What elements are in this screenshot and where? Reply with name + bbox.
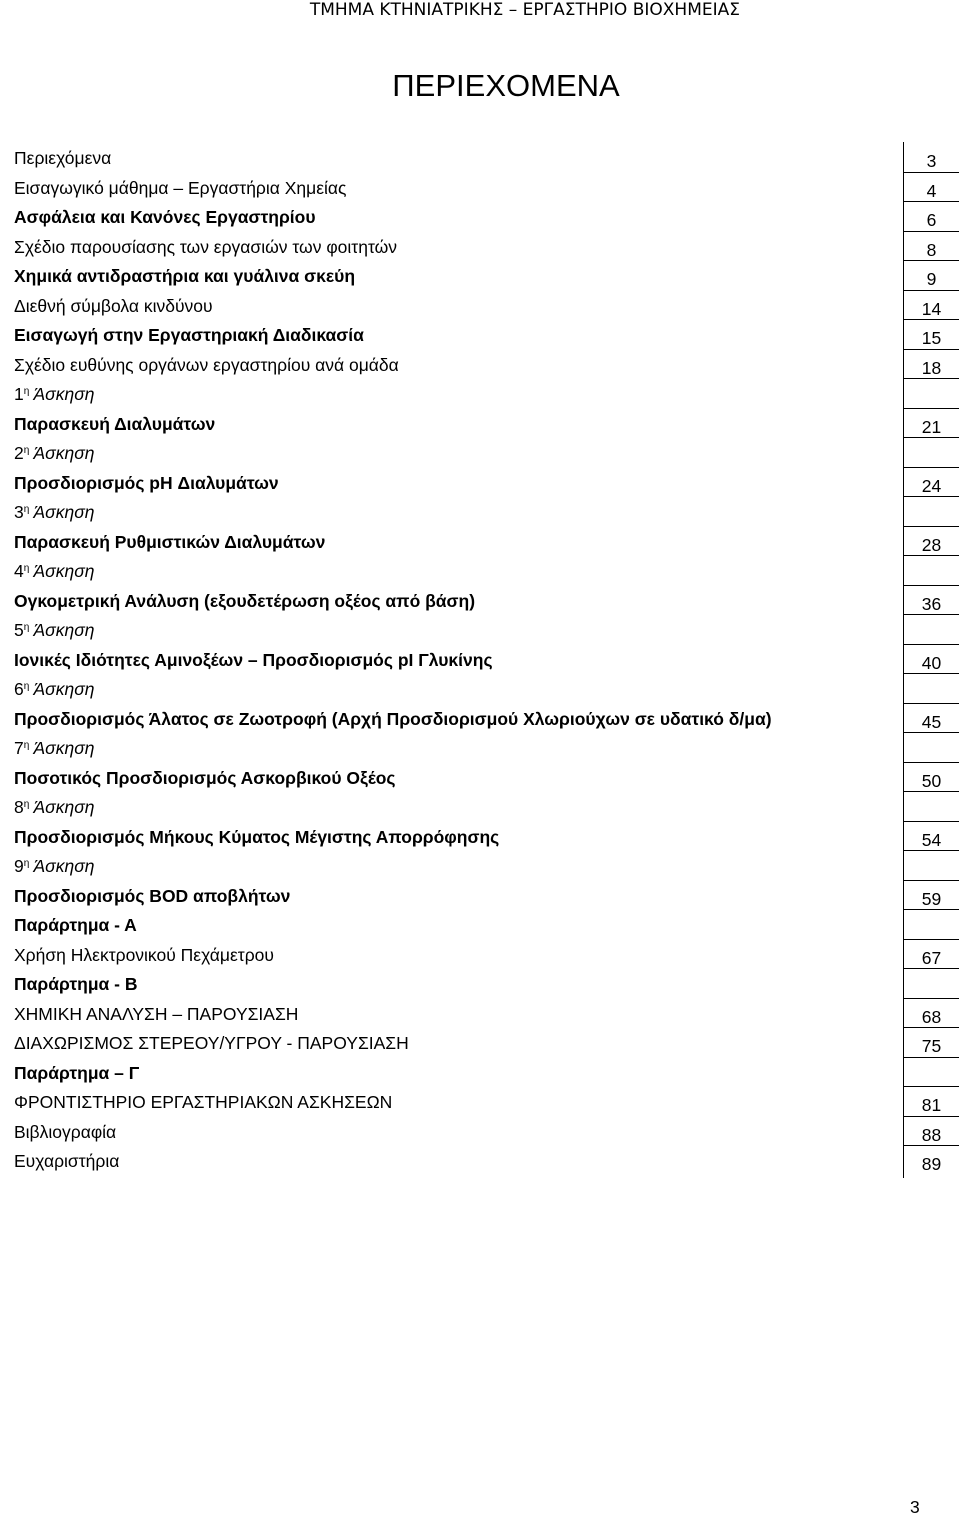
page-column-row-rule bbox=[903, 732, 959, 733]
toc-entry-title: Ογκομετρική Ανάλυση (εξουδετέρωση οξέος από βάση) bbox=[14, 590, 476, 611]
toc-entry-page: 67 bbox=[921, 947, 942, 968]
toc-entry-page: 6 bbox=[926, 210, 937, 230]
exercise-ordinal-suffix: η bbox=[23, 858, 30, 869]
toc-entry-title: ΔΙΑΧΩΡΙΣΜΟΣ ΣΤΕΡΕΟΥ/ΥΓΡΟΥ - ΠΑΡΟΥΣΙΑΣΗ bbox=[14, 1033, 409, 1053]
toc-entry bbox=[12, 585, 959, 615]
toc-entry-title: Εισαγωγικό μάθημα – Εργαστήρια Χημείας bbox=[14, 177, 347, 198]
page-column-row-rule bbox=[903, 703, 959, 704]
toc-entry-page: 54 bbox=[921, 829, 942, 850]
exercise-number: 1 bbox=[14, 384, 24, 404]
toc-entry bbox=[12, 968, 959, 998]
toc-entry bbox=[12, 142, 959, 172]
toc-entry-page: 4 bbox=[926, 180, 937, 201]
exercise-ordinal-suffix: η bbox=[23, 740, 30, 751]
page-column-row-rule bbox=[903, 172, 959, 173]
toc-entry-title bbox=[14, 797, 94, 817]
page-column-row-rule bbox=[903, 1086, 959, 1087]
toc-entry-page: 45 bbox=[921, 711, 942, 732]
toc-entry bbox=[12, 703, 959, 733]
toc-entry-page: 36 bbox=[921, 593, 942, 614]
toc-entry-page: 14 bbox=[921, 298, 942, 319]
toc-exercise-heading bbox=[12, 378, 959, 408]
toc-entry bbox=[12, 172, 959, 202]
toc-entry-page: 40 bbox=[921, 652, 942, 673]
exercise-ordinal-suffix: η bbox=[23, 504, 30, 515]
toc-exercise-heading bbox=[12, 496, 959, 526]
page-column-row-rule bbox=[903, 644, 959, 645]
toc-entry-title: Προσδιορισμός Μήκους Κύματος Μέγιστης Απορρόφησης bbox=[14, 826, 500, 847]
page-column-row-rule bbox=[903, 319, 959, 320]
toc-entry bbox=[12, 644, 959, 674]
toc-entry-title: Παράρτημα – Γ bbox=[14, 1062, 140, 1083]
toc-entry-page: 24 bbox=[921, 475, 942, 496]
exercise-word: Άσκηση bbox=[29, 502, 95, 522]
page-column-row-rule bbox=[903, 1145, 959, 1146]
toc-entry-title: ΦΡΟΝΤΙΣΤΗΡΙΟ ΕΡΓΑΣΤΗΡΙΑΚΩΝ ΑΣΚΗΣΕΩΝ bbox=[14, 1092, 393, 1112]
toc-entry bbox=[12, 1057, 959, 1087]
toc-entry-title bbox=[14, 561, 94, 581]
exercise-word: Άσκηση bbox=[29, 738, 95, 758]
toc-entry bbox=[12, 1145, 959, 1175]
toc-entry-title: Χημικά αντιδραστήρια και γυάλινα σκεύη bbox=[14, 266, 356, 286]
toc-entry-title: Παράρτημα - Α bbox=[14, 915, 137, 935]
exercise-word: Άσκηση bbox=[29, 561, 95, 581]
toc-entry bbox=[12, 408, 959, 438]
page-column-row-rule bbox=[903, 850, 959, 851]
exercise-word: Άσκηση bbox=[29, 797, 95, 817]
exercise-number: 7 bbox=[14, 738, 24, 758]
exercise-number: 2 bbox=[14, 443, 24, 463]
toc-entry-page: 21 bbox=[921, 416, 942, 437]
page-column-row-rule bbox=[903, 231, 959, 232]
toc-exercise-heading bbox=[12, 850, 959, 880]
page-column-row-rule bbox=[903, 585, 959, 586]
toc-entry-title: Βιβλιογραφία bbox=[14, 1121, 117, 1142]
exercise-ordinal-suffix: η bbox=[23, 445, 30, 456]
exercise-word: Άσκηση bbox=[29, 384, 95, 404]
toc-entry-title: Ασφάλεια και Κανόνες Εργαστηρίου bbox=[14, 207, 316, 227]
toc-entry bbox=[12, 467, 959, 497]
running-header: ΤΜΗΜΑ ΚΤΗΝΙΑΤΡΙΚΗΣ – ΕΡΓΑΣΤΗΡΙΟ ΒΙΟΧΗΜΕΙΑΣ bbox=[309, 0, 740, 20]
toc-entry-page: 68 bbox=[921, 1006, 942, 1027]
exercise-number: 6 bbox=[14, 679, 24, 699]
toc-entry-title: Παρασκευή Διαλυμάτων bbox=[14, 413, 216, 434]
page-column-row-rule bbox=[903, 939, 959, 940]
toc-entry-title: Ποσοτικός Προσδιορισμός Ασκορβικού Οξέος bbox=[14, 767, 396, 788]
toc-entry bbox=[12, 260, 959, 290]
page-column-divider bbox=[903, 142, 904, 1178]
page-column-row-rule bbox=[903, 821, 959, 822]
toc-entry-title: Σχέδιο ευθύνης οργάνων εργαστηρίου ανά ομάδα bbox=[14, 354, 399, 375]
exercise-ordinal-suffix: η bbox=[23, 681, 30, 692]
toc-entry bbox=[12, 880, 959, 910]
page-column-row-rule bbox=[903, 614, 959, 615]
toc-entry-title: Προσδιορισμός BOD αποβλήτων bbox=[14, 885, 291, 906]
toc-entry-page: 9 bbox=[926, 269, 937, 289]
toc-exercise-heading bbox=[12, 614, 959, 644]
toc-entry-title: Διεθνή σύμβολα κινδύνου bbox=[14, 295, 213, 316]
page-column-row-rule bbox=[903, 1116, 959, 1117]
toc-entry-page: 59 bbox=[921, 888, 942, 909]
toc-entry-title: Προσδιορισμός Άλατος σε Ζωοτροφή (Αρχή Προσδιορισμού Χλωριούχων σε υδατικό δ/μα) bbox=[14, 708, 772, 729]
toc-entry bbox=[12, 201, 959, 231]
page-column-row-rule bbox=[903, 526, 959, 527]
exercise-ordinal-suffix: η bbox=[23, 563, 30, 574]
page-column-row-rule bbox=[903, 349, 959, 350]
exercise-number: 4 bbox=[14, 561, 24, 581]
toc-exercise-heading bbox=[12, 555, 959, 585]
page-column-row-rule bbox=[903, 290, 959, 291]
exercise-number: 3 bbox=[14, 502, 24, 522]
toc-entry bbox=[12, 349, 959, 379]
toc-entry-page: 89 bbox=[921, 1154, 942, 1174]
page-column-row-rule bbox=[903, 791, 959, 792]
toc-entry bbox=[12, 319, 959, 349]
page-column-row-rule bbox=[903, 1027, 959, 1028]
toc-entry bbox=[12, 939, 959, 969]
toc-entry bbox=[12, 762, 959, 792]
toc-entry-title: Προσδιορισμός pH Διαλυμάτων bbox=[14, 472, 279, 493]
page-column-row-rule bbox=[903, 408, 959, 409]
page-column-row-rule bbox=[903, 909, 959, 910]
page-column-row-rule bbox=[903, 880, 959, 881]
toc-entry-page: 8 bbox=[926, 239, 937, 260]
exercise-word: Άσκηση bbox=[29, 620, 95, 640]
toc-entry-page: 18 bbox=[921, 357, 942, 378]
page-column-row-rule bbox=[903, 496, 959, 497]
toc-entry-title: Εισαγωγή στην Εργαστηριακή Διαδικασία bbox=[14, 325, 364, 345]
toc-entry-page: 28 bbox=[921, 534, 942, 555]
toc-entry-title bbox=[14, 443, 94, 463]
toc-entry bbox=[12, 231, 959, 261]
toc-entry-title: Ευχαριστήρια bbox=[14, 1151, 120, 1171]
page-column-row-rule bbox=[903, 968, 959, 969]
toc-entry-title bbox=[14, 620, 94, 640]
toc-entry bbox=[12, 1027, 959, 1057]
page-column-row-rule bbox=[903, 467, 959, 468]
toc-entry-title bbox=[14, 384, 94, 404]
toc-entry bbox=[12, 909, 959, 939]
exercise-number: 9 bbox=[14, 856, 24, 876]
toc-entry-title: Σχέδιο παρουσίασης των εργασιών των φοιτητών bbox=[14, 236, 398, 257]
toc-entry-title: Ιονικές Ιδιότητες Αμινοξέων – Προσδιορισμός pI Γλυκίνης bbox=[14, 649, 493, 670]
toc-entry-title bbox=[14, 738, 94, 758]
exercise-ordinal-suffix: η bbox=[23, 799, 30, 810]
page-title: ΠΕΡΙΕΧΟΜΕΝΑ bbox=[392, 68, 620, 103]
toc-exercise-heading bbox=[12, 732, 959, 762]
toc-entry-title: Περιεχόμενα bbox=[14, 148, 112, 168]
page-column-row-rule bbox=[903, 673, 959, 674]
page-column-row-rule bbox=[903, 378, 959, 379]
page-column-row-rule bbox=[903, 762, 959, 763]
toc-entry bbox=[12, 290, 959, 320]
toc-entry bbox=[12, 998, 959, 1028]
toc-entry-title bbox=[14, 856, 94, 876]
page-column-row-rule bbox=[903, 437, 959, 438]
table-of-contents bbox=[12, 142, 959, 1175]
toc-entry-page: 15 bbox=[921, 328, 942, 348]
toc-entry-title bbox=[14, 679, 94, 699]
toc-entry bbox=[12, 821, 959, 851]
toc-entry-title: Παράρτημα - Β bbox=[14, 974, 138, 994]
toc-entry-title: Χρήση Ηλεκτρονικού Πεχάμετρου bbox=[14, 944, 274, 965]
page-column-row-rule bbox=[903, 201, 959, 202]
toc-entry-page: 81 bbox=[921, 1095, 942, 1115]
toc-entry-page: 3 bbox=[926, 151, 937, 171]
toc-exercise-heading bbox=[12, 673, 959, 703]
page-column-row-rule bbox=[903, 555, 959, 556]
page-column-row-rule bbox=[903, 260, 959, 261]
page-column-row-rule bbox=[903, 1057, 959, 1058]
toc-entry bbox=[12, 526, 959, 556]
page-column-row-rule bbox=[903, 998, 959, 999]
toc-entry bbox=[12, 1086, 959, 1116]
toc-entry-page: 88 bbox=[921, 1124, 942, 1145]
exercise-ordinal-suffix: η bbox=[23, 386, 30, 397]
exercise-word: Άσκηση bbox=[29, 679, 95, 699]
toc-entry-title: ΧΗΜΙΚΗ ΑΝΑΛΥΣΗ – ΠΑΡΟΥΣΙΑΣΗ bbox=[14, 1003, 299, 1024]
toc-entry-page: 50 bbox=[921, 770, 942, 791]
toc-exercise-heading bbox=[12, 791, 959, 821]
exercise-ordinal-suffix: η bbox=[23, 622, 30, 633]
toc-entry-title bbox=[14, 502, 94, 522]
toc-entry bbox=[12, 1116, 959, 1146]
toc-entry-title: Παρασκευή Ρυθμιστικών Διαλυμάτων bbox=[14, 531, 326, 552]
exercise-number: 5 bbox=[14, 620, 24, 640]
exercise-word: Άσκηση bbox=[29, 856, 95, 876]
toc-exercise-heading bbox=[12, 437, 959, 467]
toc-entry-page: 75 bbox=[921, 1036, 942, 1056]
exercise-word: Άσκηση bbox=[29, 443, 95, 463]
page-number: 3 bbox=[910, 1497, 920, 1517]
exercise-number: 8 bbox=[14, 797, 24, 817]
